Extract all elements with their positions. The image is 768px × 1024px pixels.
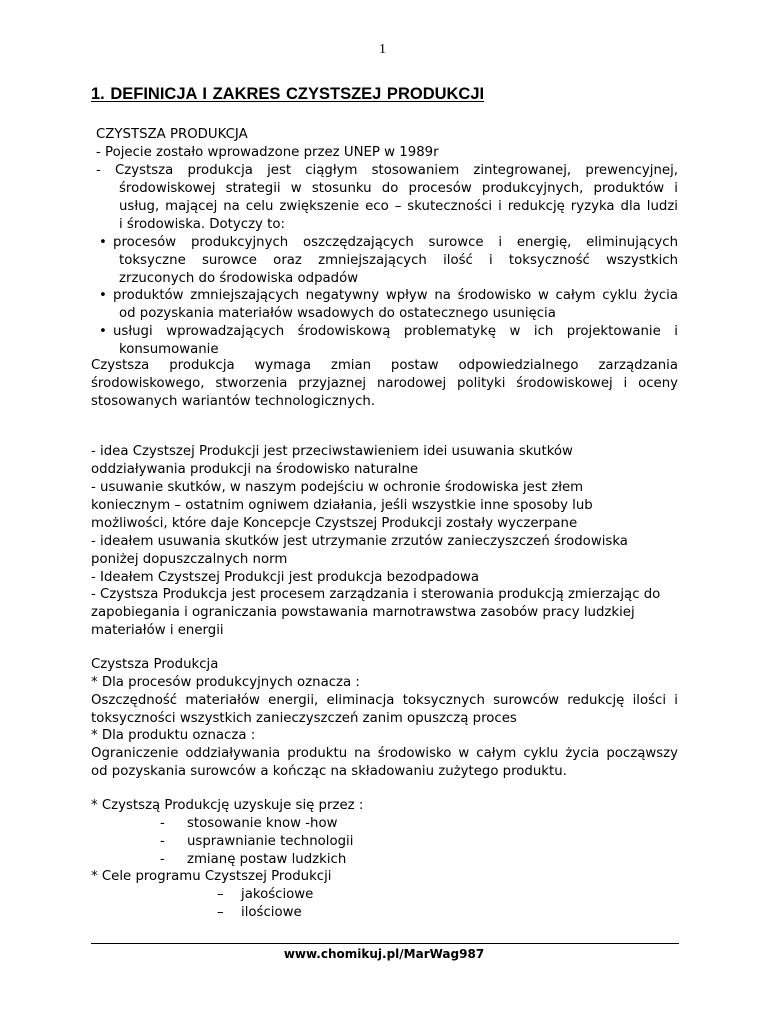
paragraph-line: toksyczności wszystkich zanieczyszczeń zanim opuszczą proces [91,711,517,726]
page-number: 1 [379,42,386,57]
page-title: 1. DEFINICJA I ZAKRES CZYSTSZEJ PRODUKCJI [91,85,485,103]
list-item: - Pojecie zostało wprowadzone przez UNEP w 1989r [96,145,439,160]
bullet-icon: • [99,288,107,303]
text-line: - usuwanie skutków, w naszym podejściu w ochronie środowiska jest złem [91,480,584,495]
bullet-item-continuation: konsumowanie [119,342,219,357]
list-item-continuation: środowiskowej strategii w stosunku do procesów produkcyjnych, produktów i [119,181,678,196]
text-line: - Czystsza Produkcja jest procesem zarządzania i sterowania produkcją zmierzając do [91,587,661,602]
list-item: - Czystsza produkcja jest ciągłym stosowaniem zintegrowanej, prewencyjnej, [96,163,678,178]
list-item-continuation: i środowiska. Dotyczy to: [119,217,285,232]
text-line: zapobiegania i ograniczania powstawania marnotrawstwa zasobów pracy ludzkiej [91,605,635,620]
dash-icon: - [160,816,165,831]
goal-item: ilościowe [241,905,302,920]
bullet-item-continuation: od pozyskania materiałów wsadowych do ostatecznego usunięcia [119,306,556,321]
star-item: * Cele programu Czystszej Produkcji [91,869,332,884]
method-item: usprawnianie technologii [187,834,354,849]
star-item: * Dla procesów produkcyjnych oznacza : [91,675,360,690]
section-heading: Czystsza Produkcja [91,657,219,672]
bullet-icon: • [99,324,107,339]
text-line: materiałów i energii [91,623,224,638]
paragraph-line: stosowanych wariantów technologicznych. [91,394,376,409]
bullet-icon: • [99,235,107,250]
paragraph-line: środowiskowego, stworzenia przyjaznej narodowej polityki środowiskowej i oceny [91,376,678,391]
bullet-item: produktów zmniejszających negatywny wpływ na środowisko w całym cyklu życia [113,288,678,303]
text-line: koniecznym – ostatnim ogniwem działania, jeśli wszystkie inne sposoby lub [91,498,593,513]
dash-icon: – [217,887,224,902]
star-item: * Dla produktu oznacza : [91,728,256,743]
text-line: możliwości, które daje Koncepcje Czystszej Produkcji zostały wyczerpane [91,516,578,531]
paragraph-line: Oszczędność materiałów energii, eliminacja toksycznych surowców redukcję ilości i [91,693,678,708]
text-line: - Ideałem Czystszej Produkcji jest produkcja bezodpadowa [91,570,480,585]
section-heading: CZYSTSZA PRODUKCJA [96,127,248,142]
paragraph-line: Ograniczenie oddziaływania produktu na środowisko w całym cyklu życia począwszy [91,746,678,761]
star-item: * Czystszą Produkcję uzyskuje się przez : [91,798,364,813]
text-line: oddziaływania produkcji na środowisko naturalne [91,462,419,477]
bullet-item: procesów produkcyjnych oszczędzających surowce i energię, eliminujących [113,235,678,250]
text-line: - ideałem usuwania skutków jest utrzymanie zrzutów zanieczyszczeń środowiska [91,534,628,549]
list-item-continuation: usług, mającej na celu zwiększenie eco – skuteczności i redukcję ryzyka dla ludzi [119,199,678,214]
bullet-item-continuation: zrzuconych do środowiska odpadów [119,271,359,286]
paragraph-line: Czystsza produkcja wymaga zmian postaw odpowiedzialnego zarządzania [91,358,678,373]
bullet-item: usługi wprowadzających środowiskową problematykę w ich projektowanie i [113,324,678,339]
footer-rule [91,943,679,944]
bullet-item-continuation: toksyczne surowce oraz zmniejszających ilość i toksyczność wszystkich [119,253,678,268]
method-item: stosowanie know -how [187,816,338,831]
paragraph-line: od pozyskania surowców a kończąc na składowaniu zużytego produktu. [91,764,567,779]
text-line: - idea Czystszej Produkcji jest przeciwstawieniem idei usuwania skutków [91,444,573,459]
method-item: zmianę postaw ludzkich [187,852,347,867]
text-line: poniżej dopuszczalnych norm [91,552,288,567]
footer-link[interactable]: www.chomikuj.pl/MarWag987 [283,947,485,961]
dash-icon: - [160,852,165,867]
dash-icon: - [160,834,165,849]
dash-icon: – [217,905,224,920]
goal-item: jakościowe [241,887,314,902]
